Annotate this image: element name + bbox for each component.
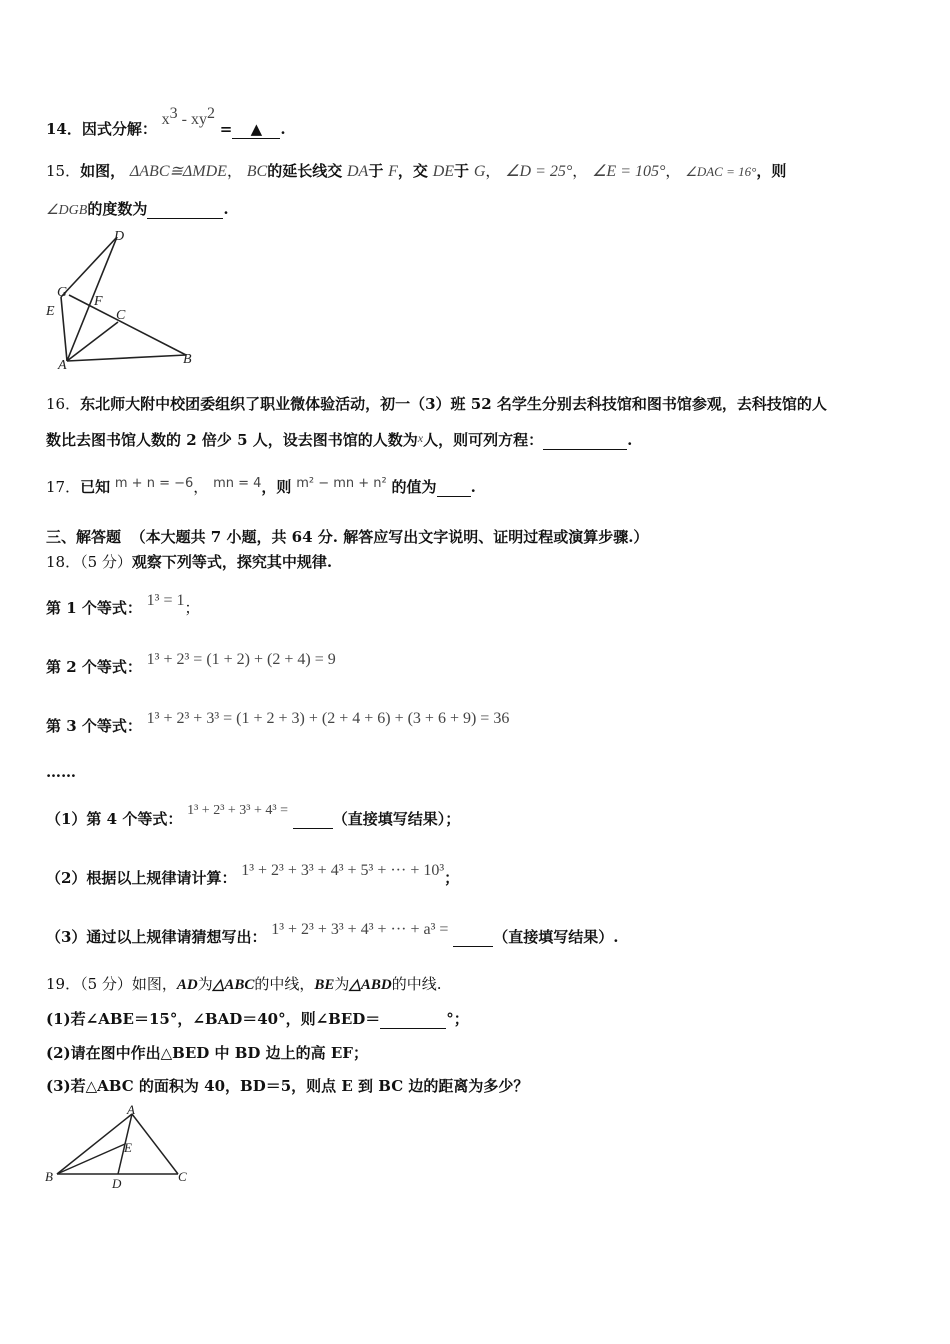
q17-answer-blank bbox=[437, 478, 471, 497]
q18-part-2: （2）根据以上规律请计算： 1³ + 2³ + 3³ + 4³ + 5³ + ··· + 10³； bbox=[46, 862, 460, 887]
fig-label-b: B bbox=[45, 1169, 53, 1184]
fig-label-c: C bbox=[178, 1169, 187, 1184]
fig-label-d: D bbox=[112, 1176, 122, 1191]
q16-answer-blank bbox=[543, 431, 627, 450]
q19-part-1: (1)若∠ABE＝15°，∠BAD＝40°，则∠BED＝ °； bbox=[46, 1010, 469, 1028]
q18-part1-blank bbox=[293, 810, 333, 829]
q18-part3-blank bbox=[453, 928, 493, 947]
q18-part-3: （3）通过以上规律请猜想写出： 1³ + 2³ + 3³ + 4³ + ··· + a³ = （直接填写结果）. bbox=[46, 921, 619, 946]
question-16-line1: 16．东北师大附中校团委组织了职业微体验活动，初一（3）班 52 名学生分别去科技馆和图书馆参观，去科技馆的人 bbox=[46, 395, 827, 413]
q19-triangle-figure bbox=[40, 1102, 200, 1192]
question-15-line2: ∠DGB的度数为 . bbox=[46, 200, 229, 218]
q15-answer-blank bbox=[147, 200, 223, 219]
question-15-line1: 15．如图， ΔABC≅ΔMDE， BC的延长线交 DA于 F，交 DE于 G， ∠D = 25°， ∠E = 105°， ∠DAC = 16°，则 bbox=[46, 162, 787, 180]
fig-label-a: A bbox=[127, 1102, 135, 1117]
q18-equation-2: 第 2 个等式： 1³ + 2³ = (1 + 2) + (2 + 4) = 9 bbox=[46, 651, 336, 676]
fig-label-e: E bbox=[124, 1140, 132, 1155]
question-18-header: 18．（5 分）观察下列等式，探究其中规律. bbox=[46, 553, 333, 571]
q19-part1-blank bbox=[380, 1010, 446, 1029]
question-16-line2: 数比去图书馆人数的 2 倍少 5 人，设去图书馆的人数为$^x$人，则可列方程： . bbox=[46, 431, 633, 449]
q18-equation-1: 第 1 个等式： 1³ = 1； bbox=[46, 592, 200, 617]
fig-label-e: E bbox=[46, 304, 55, 319]
q18-ellipsis: …… bbox=[46, 763, 76, 781]
fig-label-b: B bbox=[183, 352, 192, 367]
fig-label-c: C bbox=[116, 308, 126, 323]
question-19-header: 19．（5 分）如图，AD为△ABC的中线，BE为△ABD的中线. bbox=[46, 975, 442, 993]
section-heading: 三、解答题 （本大题共 7 小题，共 64 分. 解答应写出文字说明、证明过程或演算步骤.） bbox=[46, 528, 649, 546]
q19-part-3: (3)若△ABC 的面积为 40，BD＝5，则点 E 到 BC 边的距离为多少？ bbox=[46, 1077, 529, 1095]
fig-label-a: A bbox=[58, 358, 67, 370]
q19-part-2: (2)请在图中作出△BED 中 BD 边上的高 EF； bbox=[46, 1044, 368, 1062]
question-14: 14．因式分解： $x^3 - xy^2$ = ▲ . bbox=[46, 105, 286, 138]
q18-equation-3: 第 3 个等式： 1³ + 2³ + 3³ = (1 + 2 + 3) + (2 + 4 + 6) + (3 + 6 + 9) = 36 bbox=[46, 710, 510, 735]
q14-answer-blank: ▲ bbox=[232, 120, 280, 139]
fig-label-g: G bbox=[57, 285, 68, 300]
question-17: 17．已知 m + n = −6， mn = 4，则 m² − mn + n² 的值为 . bbox=[46, 476, 476, 496]
q14-expression: $x^3 - xy^2$ bbox=[161, 105, 215, 128]
q18-part-1: （1）第 4 个等式： 1³ + 2³ + 3³ + 4³ = （直接填写结果）； bbox=[46, 803, 461, 828]
fig-label-d: D bbox=[114, 229, 125, 244]
fig-label-f: F bbox=[94, 294, 103, 309]
q15-triangle-figure bbox=[40, 225, 210, 370]
